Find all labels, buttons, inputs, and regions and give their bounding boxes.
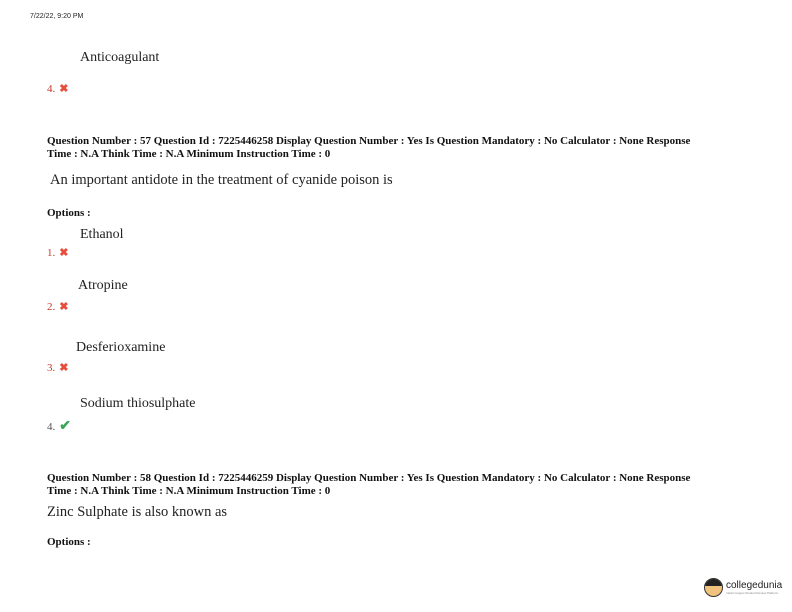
cross-mark-icon: ✖ xyxy=(59,300,69,313)
print-timestamp: 7/22/22, 9:20 PM xyxy=(30,13,84,20)
option-number-row xyxy=(47,83,68,95)
options-label: Options : xyxy=(47,536,91,548)
question-meta-line: Time : N.A Think Time : N.A Minimum Instruction Time : 0 xyxy=(47,485,331,497)
cross-mark-icon: ✖ xyxy=(59,82,69,95)
option-number: 1. xyxy=(47,247,56,259)
option-text: Sodium thiosulphate xyxy=(80,396,196,411)
option-number: 4. xyxy=(47,421,56,433)
question-meta xyxy=(47,472,767,498)
brand-tagline: India's largest Student Review Platform xyxy=(726,591,779,595)
mascot-icon xyxy=(704,578,723,597)
option-text: Anticoagulant xyxy=(80,50,160,65)
cross-mark-icon: ✖ xyxy=(59,361,69,374)
option-number: 2. xyxy=(47,301,56,313)
option-number: 4. xyxy=(47,83,56,95)
question-meta-line: Question Number : 57 Question Id : 7225446258 Display Question Number : Yes Is Question Mandatory : No Calculator : None Response xyxy=(47,135,691,147)
question-text: An important antidote in the treatment of cyanide poison is xyxy=(50,172,393,188)
question-meta xyxy=(47,135,767,161)
option-number-row xyxy=(47,247,68,259)
option-number-row xyxy=(47,301,68,313)
question-meta-line: Question Number : 58 Question Id : 7225446259 Display Question Number : Yes Is Question Mandatory : No Calculator : None Response xyxy=(47,472,691,484)
option-number-row xyxy=(47,420,71,434)
option-text: Atropine xyxy=(78,278,128,293)
brand-logo xyxy=(704,578,782,597)
question-text: Zinc Sulphate is also known as xyxy=(47,504,228,520)
check-mark-icon: ✔ xyxy=(59,419,71,434)
cross-mark-icon: ✖ xyxy=(59,246,69,259)
option-number: 3. xyxy=(47,362,56,374)
options-label: Options : xyxy=(47,207,91,219)
question-meta-line: Time : N.A Think Time : N.A Minimum Instruction Time : 0 xyxy=(47,148,331,160)
option-text: Ethanol xyxy=(80,227,124,242)
option-text: Desferioxamine xyxy=(76,340,166,355)
brand-name: collegedunia xyxy=(726,580,783,591)
option-number-row xyxy=(47,362,68,374)
